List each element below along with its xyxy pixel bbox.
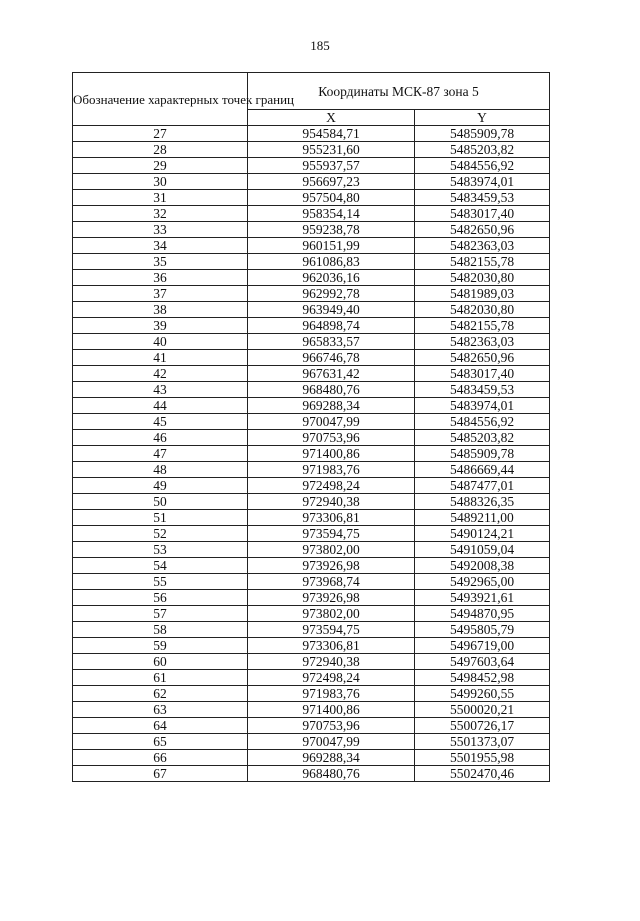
table-row (73, 654, 550, 670)
x-coordinate-cell: 963949,40 (248, 302, 415, 318)
point-number-cell: 30 (73, 174, 248, 190)
x-coordinate-cell: 955937,57 (248, 158, 415, 174)
point-number-cell: 37 (73, 286, 248, 302)
table-row (73, 318, 550, 334)
point-number-cell: 62 (73, 686, 248, 702)
point-number-cell: 55 (73, 574, 248, 590)
x-coordinate-cell: 970753,96 (248, 718, 415, 734)
point-number-cell: 65 (73, 734, 248, 750)
table-row (73, 334, 550, 350)
point-number-cell: 53 (73, 542, 248, 558)
table-row (73, 174, 550, 190)
table-row (73, 126, 550, 142)
point-number-cell: 50 (73, 494, 248, 510)
point-number-cell: 31 (73, 190, 248, 206)
point-number-cell: 64 (73, 718, 248, 734)
point-number-cell: 40 (73, 334, 248, 350)
y-coordinate-cell: 5501373,07 (415, 734, 550, 750)
y-coordinate-cell: 5502470,46 (415, 766, 550, 782)
y-coordinate-cell: 5500020,21 (415, 702, 550, 718)
y-coordinate-cell: 5482155,78 (415, 318, 550, 334)
table-row (73, 670, 550, 686)
y-coordinate-cell: 5498452,98 (415, 670, 550, 686)
table-row (73, 350, 550, 366)
x-coordinate-cell: 973594,75 (248, 526, 415, 542)
x-coordinate-cell: 972940,38 (248, 494, 415, 510)
point-number-cell: 35 (73, 254, 248, 270)
x-coordinate-cell: 961086,83 (248, 254, 415, 270)
y-coordinate-cell: 5483974,01 (415, 174, 550, 190)
y-coordinate-cell: 5482155,78 (415, 254, 550, 270)
table-row (73, 558, 550, 574)
table-row (73, 686, 550, 702)
header-point-designation: Обозначение характерных точек границ (73, 73, 248, 126)
table-row (73, 142, 550, 158)
y-coordinate-cell: 5482363,03 (415, 238, 550, 254)
x-coordinate-cell: 960151,99 (248, 238, 415, 254)
y-coordinate-cell: 5482650,96 (415, 350, 550, 366)
table-row (73, 270, 550, 286)
x-coordinate-cell: 973926,98 (248, 558, 415, 574)
x-coordinate-cell: 973802,00 (248, 606, 415, 622)
table-row (73, 734, 550, 750)
x-coordinate-cell: 973306,81 (248, 638, 415, 654)
y-coordinate-cell: 5497603,64 (415, 654, 550, 670)
point-number-cell: 67 (73, 766, 248, 782)
point-number-cell: 49 (73, 478, 248, 494)
y-coordinate-cell: 5485203,82 (415, 142, 550, 158)
table-header (73, 73, 550, 126)
table-row (73, 638, 550, 654)
y-coordinate-cell: 5482030,80 (415, 302, 550, 318)
x-coordinate-cell: 968480,76 (248, 382, 415, 398)
x-coordinate-cell: 954584,71 (248, 126, 415, 142)
x-coordinate-cell: 973306,81 (248, 510, 415, 526)
table-row (73, 190, 550, 206)
x-coordinate-cell: 971983,76 (248, 686, 415, 702)
page-number: 185 (310, 38, 330, 53)
y-coordinate-cell: 5487477,01 (415, 478, 550, 494)
table-row (73, 574, 550, 590)
point-number-cell: 51 (73, 510, 248, 526)
point-number-cell: 29 (73, 158, 248, 174)
x-coordinate-cell: 959238,78 (248, 222, 415, 238)
y-coordinate-cell: 5485909,78 (415, 126, 550, 142)
x-coordinate-cell: 969288,34 (248, 750, 415, 766)
table-row (73, 702, 550, 718)
point-number-cell: 57 (73, 606, 248, 622)
y-coordinate-cell: 5481989,03 (415, 286, 550, 302)
x-coordinate-cell: 971983,76 (248, 462, 415, 478)
point-number-cell: 38 (73, 302, 248, 318)
point-number-cell: 41 (73, 350, 248, 366)
point-number-cell: 48 (73, 462, 248, 478)
y-coordinate-cell: 5489211,00 (415, 510, 550, 526)
y-coordinate-cell: 5482030,80 (415, 270, 550, 286)
x-coordinate-cell: 970047,99 (248, 414, 415, 430)
y-coordinate-cell: 5483459,53 (415, 382, 550, 398)
x-coordinate-cell: 971400,86 (248, 446, 415, 462)
point-number-cell: 60 (73, 654, 248, 670)
x-coordinate-cell: 968480,76 (248, 766, 415, 782)
point-number-cell: 52 (73, 526, 248, 542)
table-row (73, 238, 550, 254)
x-coordinate-cell: 971400,86 (248, 702, 415, 718)
y-coordinate-cell: 5499260,55 (415, 686, 550, 702)
y-coordinate-cell: 5490124,21 (415, 526, 550, 542)
table-row (73, 590, 550, 606)
x-coordinate-cell: 972498,24 (248, 478, 415, 494)
y-coordinate-cell: 5488326,35 (415, 494, 550, 510)
table-body (73, 126, 550, 782)
point-number-cell: 56 (73, 590, 248, 606)
x-coordinate-cell: 972498,24 (248, 670, 415, 686)
table-row (73, 750, 550, 766)
point-number-cell: 27 (73, 126, 248, 142)
point-number-cell: 54 (73, 558, 248, 574)
y-coordinate-cell: 5500726,17 (415, 718, 550, 734)
point-number-cell: 43 (73, 382, 248, 398)
x-coordinate-cell: 964898,74 (248, 318, 415, 334)
table-row (73, 302, 550, 318)
x-coordinate-cell: 973926,98 (248, 590, 415, 606)
x-coordinate-cell: 956697,23 (248, 174, 415, 190)
table-row (73, 622, 550, 638)
point-number-cell: 58 (73, 622, 248, 638)
table-row (73, 478, 550, 494)
x-coordinate-cell: 970753,96 (248, 430, 415, 446)
table-row (73, 430, 550, 446)
x-coordinate-cell: 955231,60 (248, 142, 415, 158)
table-row (73, 542, 550, 558)
header-x: X (248, 110, 415, 126)
y-coordinate-cell: 5495805,79 (415, 622, 550, 638)
point-number-cell: 46 (73, 430, 248, 446)
x-coordinate-cell: 957504,80 (248, 190, 415, 206)
table-row (73, 366, 550, 382)
y-coordinate-cell: 5492008,38 (415, 558, 550, 574)
point-number-cell: 32 (73, 206, 248, 222)
table-row (73, 206, 550, 222)
table-row (73, 398, 550, 414)
table-row (73, 606, 550, 622)
point-number-cell: 36 (73, 270, 248, 286)
point-number-cell: 39 (73, 318, 248, 334)
y-coordinate-cell: 5483017,40 (415, 206, 550, 222)
coordinates-table (72, 72, 550, 782)
y-coordinate-cell: 5482363,03 (415, 334, 550, 350)
table-row (73, 718, 550, 734)
y-coordinate-cell: 5484556,92 (415, 158, 550, 174)
y-coordinate-cell: 5483974,01 (415, 398, 550, 414)
point-number-cell: 61 (73, 670, 248, 686)
x-coordinate-cell: 966746,78 (248, 350, 415, 366)
point-number-cell: 42 (73, 366, 248, 382)
y-coordinate-cell: 5501955,98 (415, 750, 550, 766)
table-row (73, 446, 550, 462)
y-coordinate-cell: 5493921,61 (415, 590, 550, 606)
table-row (73, 382, 550, 398)
x-coordinate-cell: 972940,38 (248, 654, 415, 670)
point-number-cell: 28 (73, 142, 248, 158)
y-coordinate-cell: 5485203,82 (415, 430, 550, 446)
table-row (73, 462, 550, 478)
x-coordinate-cell: 962036,16 (248, 270, 415, 286)
y-coordinate-cell: 5494870,95 (415, 606, 550, 622)
y-coordinate-cell: 5486669,44 (415, 462, 550, 478)
table-row (73, 766, 550, 782)
table-row (73, 414, 550, 430)
y-coordinate-cell: 5491059,04 (415, 542, 550, 558)
y-coordinate-cell: 5482650,96 (415, 222, 550, 238)
point-number-cell: 45 (73, 414, 248, 430)
point-number-cell: 66 (73, 750, 248, 766)
table-row (73, 254, 550, 270)
table-row (73, 494, 550, 510)
table-row (73, 510, 550, 526)
table-row (73, 158, 550, 174)
point-number-cell: 63 (73, 702, 248, 718)
x-coordinate-cell: 967631,42 (248, 366, 415, 382)
point-number-cell: 34 (73, 238, 248, 254)
x-coordinate-cell: 962992,78 (248, 286, 415, 302)
y-coordinate-cell: 5483459,53 (415, 190, 550, 206)
x-coordinate-cell: 973594,75 (248, 622, 415, 638)
point-number-cell: 33 (73, 222, 248, 238)
y-coordinate-cell: 5485909,78 (415, 446, 550, 462)
table-row (73, 222, 550, 238)
x-coordinate-cell: 965833,57 (248, 334, 415, 350)
table-row (73, 526, 550, 542)
x-coordinate-cell: 969288,34 (248, 398, 415, 414)
point-number-cell: 44 (73, 398, 248, 414)
x-coordinate-cell: 958354,14 (248, 206, 415, 222)
y-coordinate-cell: 5483017,40 (415, 366, 550, 382)
y-coordinate-cell: 5492965,00 (415, 574, 550, 590)
y-coordinate-cell: 5496719,00 (415, 638, 550, 654)
header-y: Y (415, 110, 550, 126)
header-coordinates: Координаты МСК-87 зона 5 (248, 73, 550, 110)
y-coordinate-cell: 5484556,92 (415, 414, 550, 430)
x-coordinate-cell: 973968,74 (248, 574, 415, 590)
point-number-cell: 59 (73, 638, 248, 654)
point-number-cell: 47 (73, 446, 248, 462)
x-coordinate-cell: 970047,99 (248, 734, 415, 750)
x-coordinate-cell: 973802,00 (248, 542, 415, 558)
table-row (73, 286, 550, 302)
